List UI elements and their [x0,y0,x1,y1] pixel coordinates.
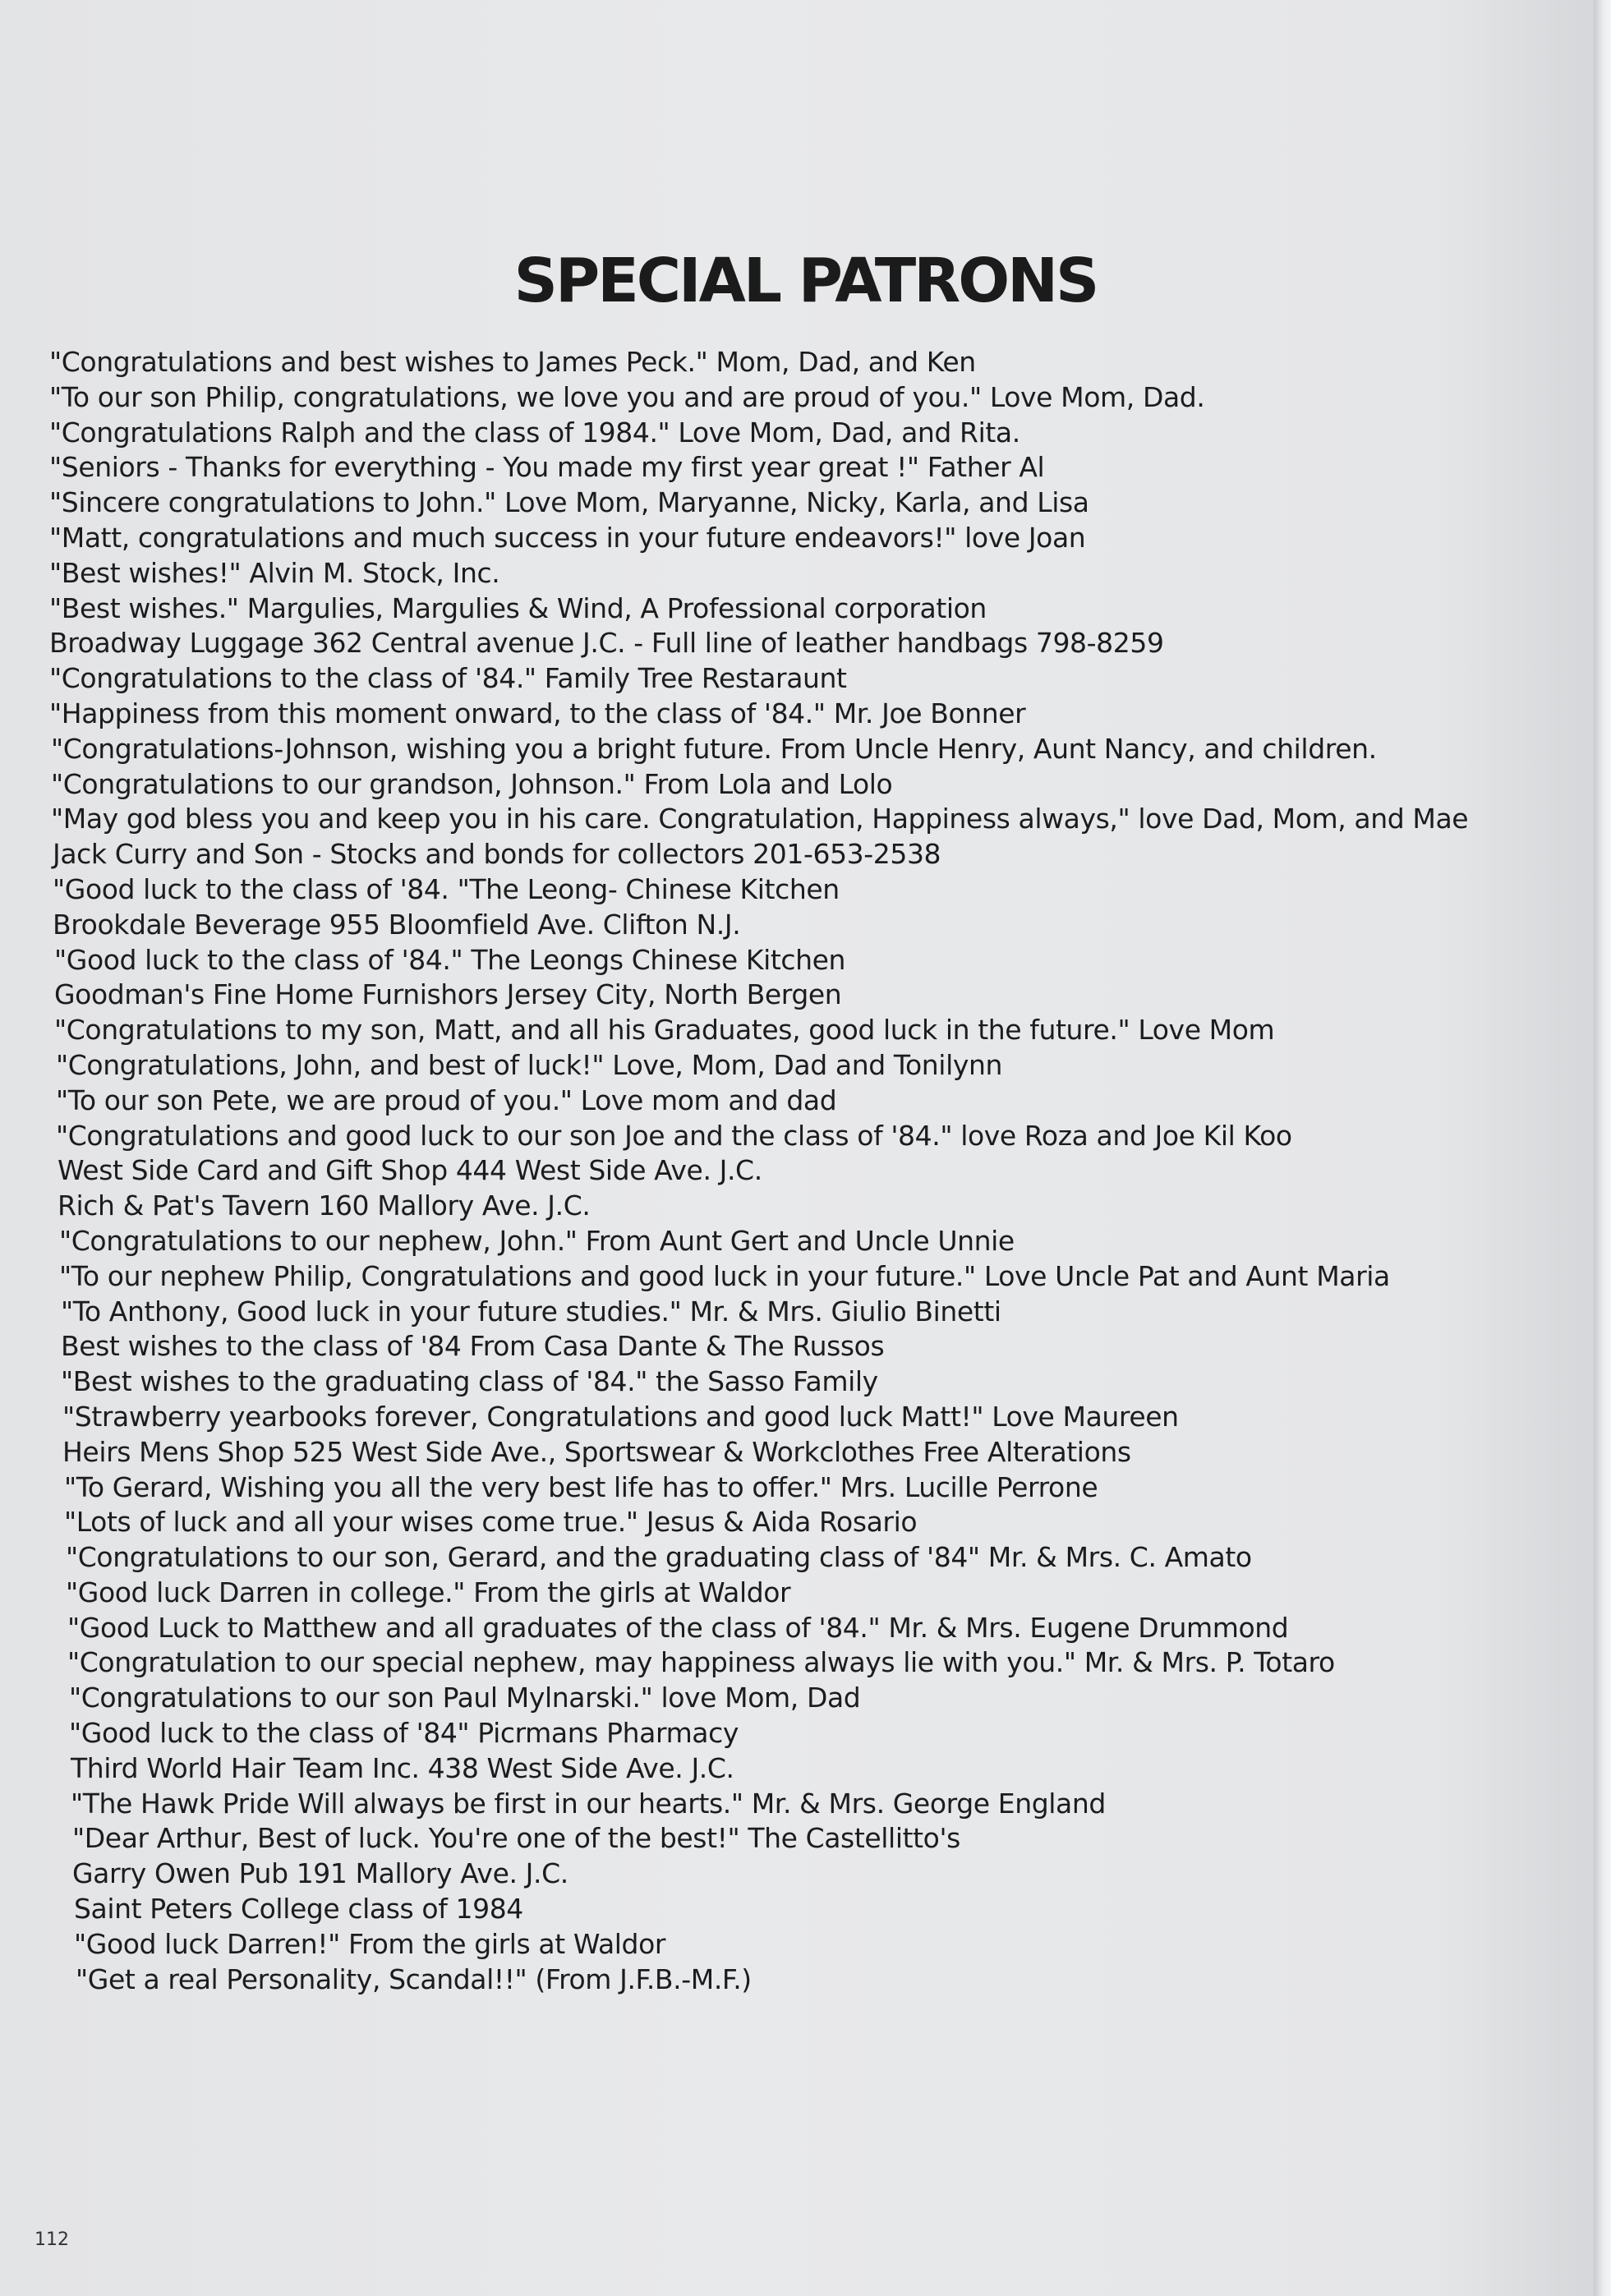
patron-entry: Broadway Luggage 362 Central avenue J.C. - Full line of leather handbags 798-8259 [49,627,1164,660]
patron-entry: Heirs Mens Shop 525 West Side Ave., Sportswear & Workclothes Free Alterations [62,1435,1131,1468]
patron-entry: "May god bless you and keep you in his care. Congratulation, Happiness always," love Dad, Mom, and Mae [51,803,1469,835]
patron-entry: "To our son Philip, congratulations, we love you and are proud of you." Love Mom, Dad. [49,380,1205,413]
patron-list [49,345,1561,1997]
patron-entry: "Lots of luck and all your wises come true." Jesus & Aida Rosario [64,1506,918,1539]
patron-entry: "To our son Pete, we are proud of you." Love mom and dad [56,1084,837,1116]
patron-entry: "Good luck Darren!" From the girls at Waldor [74,1927,666,1960]
patron-entry: "Good luck to the class of '84. "The Leong- Chinese Kitchen [53,872,840,905]
patron-entry: Goodman's Fine Home Furnishors Jersey City, North Bergen [54,978,842,1011]
patron-entry: West Side Card and Gift Shop 444 West Side Ave. J.C. [58,1154,762,1187]
patron-entry: "To Gerard, Wishing you all the very best life has to offer." Mrs. Lucille Perrone [64,1470,1098,1503]
patron-entry: "Best wishes." Margulies, Margulies & Wind, A Professional corporation [49,591,987,624]
patron-entry: Brookdale Beverage 955 Bloomfield Ave. Clifton N.J. [53,908,741,941]
patron-entry: Garry Owen Pub 191 Mallory Ave. J.C. [72,1857,568,1890]
patron-entry: "Congratulations to our son Paul Mylnarski." love Mom, Dad [69,1682,861,1714]
patron-entry: "Congratulations and good luck to our son Joe and the class of '84." love Roza and Joe Kil Koo [56,1119,1292,1152]
patron-entry: "Matt, congratulations and much success in your future endeavors!" love Joan [49,521,1086,554]
patron-entry: "Dear Arthur, Best of luck. You're one of the best!" The Castellitto's [72,1822,960,1855]
page-title: SPECIAL PATRONS [513,245,1098,316]
patron-entry: "To Anthony, Good luck in your future studies." Mr. & Mrs. Giulio Binetti [61,1295,1001,1327]
patron-entry: Rich & Pat's Tavern 160 Mallory Ave. J.C. [58,1189,591,1222]
patron-entry: "To our nephew Philip, Congratulations and good luck in your future." Love Uncle Pat and Aunt Maria [59,1259,1390,1292]
patron-entry: "Seniors - Thanks for everything - You made my first year great !" Father Al [49,451,1045,484]
patron-entry: "Good luck to the class of '84" Picrmans Pharmacy [69,1717,739,1750]
patron-entry: "Congratulations to my son, Matt, and all his Graduates, good luck in the future." Love Mom [54,1014,1275,1047]
patron-entry: Saint Peters College class of 1984 [74,1893,523,1926]
patron-entry: "Congratulations to the class of '84." Family Tree Restaraunt [49,662,847,695]
patron-entry: Jack Curry and Son - Stocks and bonds for collectors 201-653-2538 [53,838,941,871]
patron-entry: "Happiness from this moment onward, to the class of '84." Mr. Joe Bonner [49,697,1026,729]
patron-entry: "Good luck to the class of '84." The Leongs Chinese Kitchen [54,943,846,976]
patron-entry: "The Hawk Pride Will always be first in our hearts." Mr. & Mrs. George England [71,1787,1106,1820]
patron-entry: "Good Luck to Matthew and all graduates of the class of '84." Mr. & Mrs. Eugene Drummond [67,1611,1289,1644]
patron-entry: "Sincere congratulations to John." Love Mom, Maryanne, Nicky, Karla, and Lisa [49,486,1089,519]
patron-entry: "Best wishes to the graduating class of '84." the Sasso Family [61,1365,878,1398]
patron-entry: Best wishes to the class of '84 From Casa Dante & The Russos [61,1330,885,1363]
patron-entry: "Best wishes!" Alvin M. Stock, Inc. [49,556,500,589]
page-edge [1594,0,1611,2296]
patron-entry: "Congratulation to our special nephew, may happiness always lie with you." Mr. & Mrs. P. Totaro [67,1646,1335,1679]
patron-entry: "Congratulations to our son, Gerard, and the graduating class of '84" Mr. & Mrs. C. Amato [66,1541,1252,1574]
patron-entry: "Strawberry yearbooks forever, Congratulations and good luck Matt!" Love Maureen [62,1400,1179,1433]
patron-entry: "Congratulations to our grandson, Johnson." From Lola and Lolo [51,767,893,800]
patron-entry: "Congratulations to our nephew, John." From Aunt Gert and Uncle Unnie [59,1224,1015,1257]
patron-entry: "Get a real Personality, Scandal!!" (From J.F.B.-M.F.) [76,1962,752,1995]
patron-entry: "Good luck Darren in college." From the girls at Waldor [66,1576,791,1608]
page-number: 112 [35,2229,69,2250]
patron-entry: "Congratulations and best wishes to James Peck." Mom, Dad, and Ken [49,346,976,378]
patron-entry: "Congratulations-Johnson, wishing you a bright future. From Uncle Henry, Aunt Nancy, and children. [51,732,1377,765]
patron-entry: Third World Hair Team Inc. 438 West Side Ave. J.C. [71,1751,734,1784]
patron-entry: "Congratulations Ralph and the class of 1984." Love Mom, Dad, and Rita. [49,416,1020,449]
patron-entry: "Congratulations, John, and best of luck!" Love, Mom, Dad and Tonilynn [56,1048,1002,1081]
